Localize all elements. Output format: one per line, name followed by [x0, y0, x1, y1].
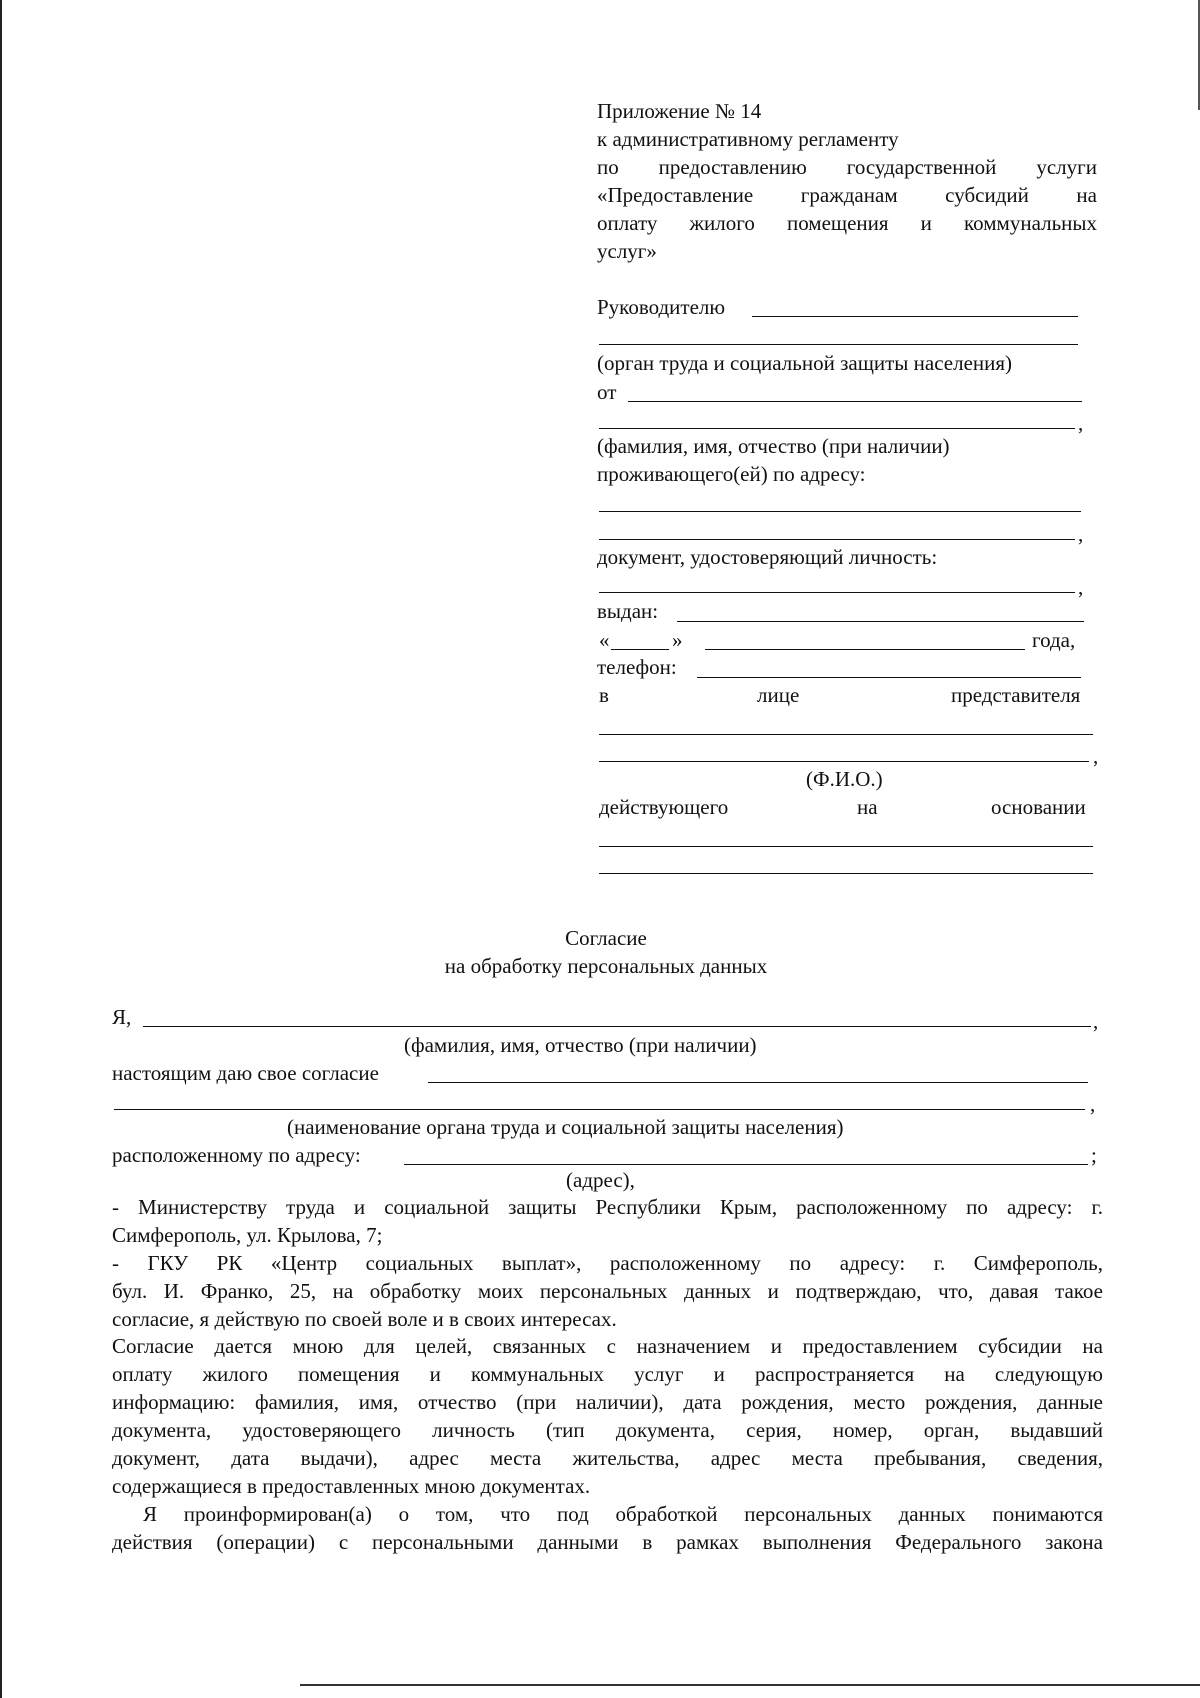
- annex-line: «Предоставление гражданам субсидий на: [597, 183, 1097, 207]
- para-line: документа, удостоверяющего личность (тип документа, серия, номер, орган, выдавший: [112, 1418, 1103, 1442]
- para-line: документ, дата выдачи), адрес места жительства, адрес места пребывания, сведения,: [112, 1446, 1103, 1470]
- rep-word-face: лице: [757, 683, 800, 707]
- scan-edge-left: [0, 0, 2, 1698]
- para-line: содержащиеся в предоставленных мною документах.: [112, 1474, 591, 1498]
- phone-line[interactable]: [697, 677, 1081, 678]
- from-label: от: [597, 380, 617, 404]
- rep-name-line[interactable]: [599, 734, 1093, 735]
- para-line: оплату жилого помещения и коммунальных услуг и распространяется на следующую: [112, 1362, 1103, 1386]
- id-doc-line[interactable]: [599, 592, 1075, 593]
- organ-caption: (наименование органа труда и социальной защиты населения): [287, 1115, 844, 1139]
- rep-fio-caption: (Ф.И.О.): [806, 767, 883, 791]
- located-label: расположенному по адресу:: [112, 1143, 361, 1167]
- issued-label: выдан:: [597, 599, 659, 623]
- head-name-line[interactable]: [752, 316, 1078, 317]
- address-line-2[interactable]: [599, 539, 1075, 540]
- para-informed: [112, 1500, 1103, 1556]
- quote-close: »: [672, 628, 683, 652]
- year-label: года,: [1032, 628, 1076, 652]
- para-line: Согласие дается мною для целей, связанных с назначением и предоставлением субсидии на: [112, 1334, 1103, 1358]
- doc-subtitle: на обработку персональных данных: [444, 954, 768, 978]
- organ-caption: (орган труда и социальной защиты населения): [597, 351, 1013, 375]
- basis-line-2[interactable]: [599, 873, 1093, 874]
- residing-label: проживающего(ей) по адресу:: [597, 462, 866, 486]
- comma: ,: [1078, 411, 1084, 435]
- basis-line[interactable]: [599, 846, 1093, 847]
- organ-name-line[interactable]: [428, 1082, 1088, 1083]
- para-line: - ГКУ РК «Центр социальных выплат», расположенному по адресу: г. Симферополь,: [112, 1251, 1103, 1275]
- doc-title: Согласие: [565, 926, 647, 950]
- comma: ,: [1093, 1009, 1099, 1033]
- day-line[interactable]: [611, 649, 669, 650]
- applicant-name-line[interactable]: [628, 401, 1082, 402]
- semicolon: ;: [1091, 1143, 1097, 1167]
- para-purpose: [112, 1332, 1103, 1500]
- comma: ,: [1093, 744, 1099, 768]
- rep-word-representative: представителя: [951, 683, 1081, 707]
- para-line: бул. И. Франко, 25, на обработку моих персональных данных и подтверждаю, что, давая такое: [112, 1279, 1103, 1303]
- i-label: Я,: [112, 1005, 132, 1029]
- comma: ,: [1078, 522, 1084, 546]
- rep-word-in: в: [599, 683, 609, 707]
- para-ministry: [112, 1193, 1103, 1249]
- basis-word-on: на: [857, 795, 878, 819]
- applicant-name-line-2[interactable]: [599, 428, 1075, 429]
- consenter-name-line[interactable]: [143, 1026, 1091, 1027]
- annex-line: услуг»: [597, 239, 657, 263]
- fio-caption: (фамилия, имя, отчество (при наличии): [597, 434, 950, 458]
- rep-name-line-2[interactable]: [599, 761, 1089, 762]
- annex-line: по предоставлению государственной услуги: [597, 155, 1097, 179]
- organ-address-line[interactable]: [404, 1164, 1088, 1165]
- comma: ,: [1078, 575, 1084, 599]
- head-organ-line[interactable]: [599, 344, 1078, 345]
- para-line: Я проинформирован(а) о том, что под обработкой персональных данных понимаются: [143, 1502, 1103, 1526]
- annex-line: к административному регламенту: [597, 127, 899, 151]
- id-doc-label: документ, удостоверяющий личность:: [597, 545, 938, 569]
- basis-word-acting: действующего: [599, 795, 729, 819]
- para-line: действия (операции) с персональными данными в рамках выполнения Федерального закона: [112, 1530, 1103, 1554]
- phone-label: телефон:: [597, 655, 677, 679]
- basis-word-basis: основании: [991, 795, 1086, 819]
- para-line: согласие, я действую по своей воле и в своих интересах.: [112, 1307, 617, 1331]
- para-line: - Министерству труда и социальной защиты Республики Крым, расположенному по адресу: г.: [112, 1195, 1103, 1219]
- para-line: информацию: фамилия, имя, отчество (при наличии), дата рождения, место рождения, данные: [112, 1390, 1103, 1414]
- address-caption: (адрес),: [566, 1168, 635, 1192]
- head-label: Руководителю: [597, 295, 726, 319]
- annex-header: [597, 97, 1097, 265]
- organ-name-line-2[interactable]: [114, 1109, 1085, 1110]
- fio-caption: (фамилия, имя, отчество (при наличии): [404, 1033, 757, 1057]
- para-line: Симферополь, ул. Крылова, 7;: [112, 1223, 383, 1247]
- scan-edge-bottom: [300, 1684, 1200, 1686]
- annex-line: оплату жилого помещения и коммунальных: [597, 211, 1097, 235]
- issued-by-line[interactable]: [677, 621, 1084, 622]
- address-line[interactable]: [599, 511, 1081, 512]
- annex-number: Приложение № 14: [597, 99, 762, 123]
- comma: ,: [1090, 1092, 1096, 1116]
- quote-open: «: [599, 628, 610, 652]
- para-center: [112, 1249, 1103, 1333]
- consent-label: настоящим даю свое согласие: [112, 1061, 379, 1085]
- month-year-line[interactable]: [705, 649, 1025, 650]
